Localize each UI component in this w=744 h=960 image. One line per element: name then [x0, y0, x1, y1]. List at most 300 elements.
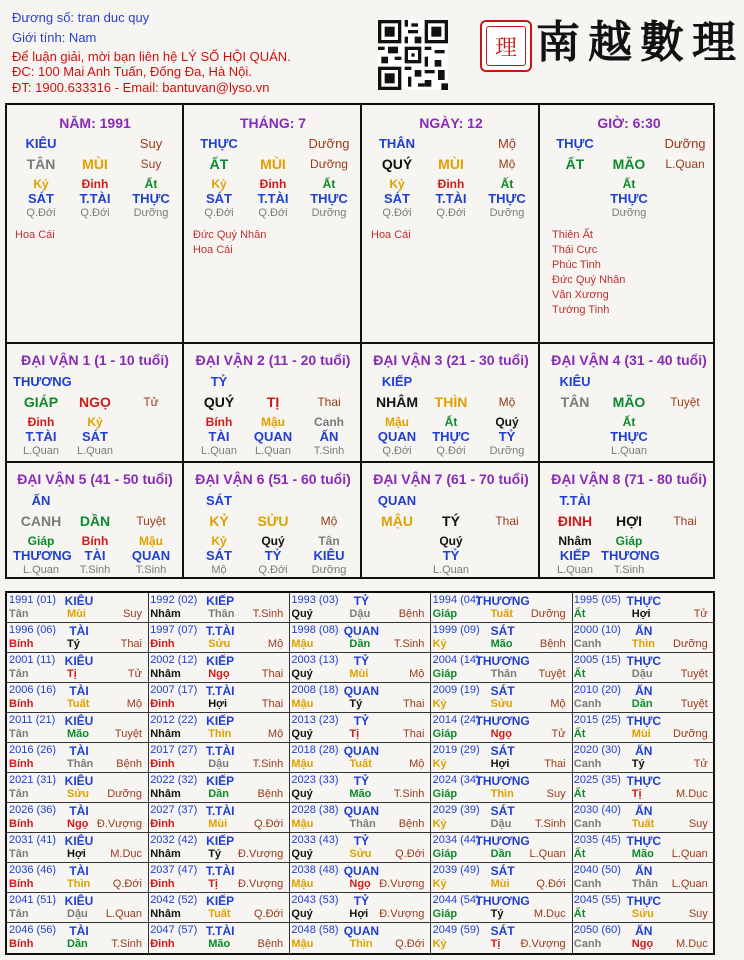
year-status: Tuyệt	[114, 728, 142, 740]
hidden-god: THỰC	[432, 429, 470, 444]
year-can: Mậu	[291, 638, 314, 650]
dai-van-2	[185, 344, 361, 460]
year-cell	[148, 653, 290, 683]
year-god: KIẾP	[206, 894, 235, 908]
year-chi: Hợi	[67, 848, 86, 860]
year-status: Bệnh	[398, 818, 425, 830]
year-chi: Dậu	[490, 818, 512, 830]
hidden-god: T.TÀI	[25, 429, 57, 444]
dai-van-can: KỶ	[209, 513, 229, 529]
year-label: 2003 (13)	[291, 654, 339, 666]
year-label: 2013 (23)	[291, 714, 339, 726]
dai-van-can: GIÁP	[23, 394, 59, 410]
year-cell	[431, 743, 573, 773]
year-chi: Tuất	[490, 608, 513, 620]
year-cell	[289, 713, 431, 743]
hidden-stem: Ất	[322, 177, 336, 191]
year-cell	[431, 893, 573, 923]
year-can: Kỷ	[432, 698, 447, 710]
year-label: 2047 (57)	[150, 924, 198, 936]
year-can: Ất	[573, 668, 586, 680]
year-status: Mộ	[267, 728, 284, 740]
year-label: 2035 (45)	[573, 834, 621, 846]
hidden-status: L.Quan	[432, 564, 470, 576]
year-label: 2046 (56)	[9, 924, 57, 936]
year-can: Ất	[573, 788, 586, 800]
year-can: Mậu	[291, 698, 314, 710]
year-can: Giáp	[432, 608, 458, 620]
red-seal-stamp: 理	[480, 20, 532, 72]
year-label: 2009 (19)	[432, 684, 480, 696]
year-cell	[572, 653, 714, 683]
year-god: QUAN	[343, 924, 380, 938]
year-can: Ất	[573, 728, 586, 740]
year-label: 2012 (22)	[150, 714, 198, 726]
year-god: QUAN	[343, 624, 380, 638]
year-status: L.Quan	[671, 848, 708, 860]
dai-van-god: SÁT	[206, 493, 232, 508]
hidden-god: T.TÀI	[79, 191, 111, 206]
pillar-god-status: Dưỡng	[664, 136, 706, 151]
year-god: SÁT	[490, 624, 515, 638]
hidden-stem: Mậu	[385, 415, 409, 429]
qr-code-icon	[378, 20, 448, 90]
hidden-stem: Ất	[622, 177, 636, 191]
year-god: ẤN	[635, 684, 653, 698]
year-status: Bệnh	[257, 788, 284, 800]
dai-van-title: ĐẠI VẬN 4 (31 - 40 tuổi)	[551, 352, 707, 368]
brand-logo: 南越數理	[536, 17, 744, 68]
year-status: Thai	[120, 638, 142, 650]
year-label: 2018 (28)	[291, 744, 339, 756]
year-chi: Sửu	[490, 698, 513, 710]
year-label: 2037 (47)	[150, 864, 198, 876]
year-status: Bệnh	[539, 638, 566, 650]
year-can: Kỷ	[432, 878, 447, 890]
year-status: Q.Đới	[253, 818, 284, 830]
year-god: THỰC	[626, 834, 662, 848]
year-label: 2022 (32)	[150, 774, 198, 786]
year-chi: Dần	[631, 698, 653, 710]
year-god: QUAN	[343, 804, 380, 818]
hidden-status: Dưỡng	[311, 207, 347, 219]
header	[0, 0, 744, 100]
year-god: TỶ	[353, 714, 370, 728]
hidden-stem: Đinh	[81, 177, 109, 191]
year-status: Q.Đới	[253, 908, 284, 920]
pillar-god-status: Suy	[139, 136, 163, 151]
hidden-stem: Ất	[144, 177, 158, 191]
year-label: 2049 (59)	[432, 924, 480, 936]
year-label: 2001 (11)	[9, 654, 56, 666]
year-god: SÁT	[490, 744, 515, 758]
hidden-status: Q.Đới	[204, 207, 234, 219]
dai-van-chi: THÌN	[434, 394, 468, 410]
year-can: Mậu	[291, 938, 314, 950]
year-chi: Sửu	[631, 908, 654, 920]
year-cell	[7, 893, 149, 923]
year-god: ẤN	[635, 864, 653, 878]
year-chi: Tý	[631, 758, 645, 770]
year-can: Canh	[573, 638, 602, 650]
hidden-status: Q.Đới	[382, 445, 412, 457]
year-chi: Mùi	[631, 728, 651, 740]
year-label: 2036 (46)	[9, 864, 57, 876]
year-status: Q.Đới	[536, 878, 566, 890]
year-label: 2006 (16)	[9, 684, 57, 696]
hidden-god: T.TÀI	[435, 191, 467, 206]
year-label: 1998 (08)	[291, 624, 339, 636]
year-chi: Thân	[631, 878, 659, 890]
pillar-can-status: Dưỡng	[310, 157, 348, 171]
year-god: TÀI	[69, 684, 89, 698]
year-god: T.TÀI	[205, 924, 235, 938]
hidden-status: L.Quan	[200, 445, 238, 457]
year-label: 2024 (34)	[432, 774, 480, 786]
dai-van-can: ĐINH	[557, 513, 593, 529]
year-label: 2011 (21)	[9, 714, 56, 726]
hidden-status: L.Quan	[22, 564, 60, 576]
year-label: 2025 (35)	[573, 774, 621, 786]
dai-van-title: ĐẠI VẬN 8 (71 - 80 tuổi)	[551, 471, 707, 487]
year-chi: Tuất	[349, 758, 372, 770]
year-status: Tuyệt	[680, 698, 708, 710]
year-label: 2042 (52)	[150, 894, 198, 906]
year-god: KIÊU	[64, 774, 94, 788]
year-cell	[572, 713, 714, 743]
hidden-status: Dưỡng	[611, 207, 647, 219]
hidden-stem: Quý	[495, 415, 519, 429]
pillar-title: NGÀY: 12	[419, 115, 483, 131]
phone-email: ĐT: 1900.633316 - Email: bantuvan@lyso.vn	[12, 80, 270, 95]
year-status: Tử	[693, 758, 708, 770]
year-god: SÁT	[490, 924, 515, 938]
hidden-god: THƯƠNG	[13, 548, 72, 563]
year-cell	[431, 713, 573, 743]
dai-van-title: ĐẠI VẬN 6 (51 - 60 tuổi)	[195, 471, 351, 487]
year-luck-grid	[5, 591, 715, 955]
year-can: Canh	[573, 698, 602, 710]
pillar-god-status: Mộ	[497, 136, 517, 151]
dai-van-4	[541, 344, 717, 460]
hidden-status: Q.Đới	[26, 207, 56, 219]
hidden-status: Dưỡng	[311, 564, 347, 576]
year-cell	[7, 773, 149, 803]
year-god: QUAN	[343, 744, 380, 758]
dai-van-god: T.TÀI	[559, 493, 591, 508]
year-can: Bính	[9, 938, 34, 950]
star-note: Đức Quý Nhân	[193, 229, 267, 241]
hidden-status: Mộ	[211, 564, 227, 576]
year-can: Quý	[291, 848, 313, 860]
hidden-stem: Quý	[261, 534, 285, 548]
hidden-stem: Canh	[314, 415, 344, 429]
star-note: Hoa Cái	[15, 229, 55, 241]
year-god: THỰC	[626, 774, 662, 788]
year-cell	[572, 923, 714, 953]
hidden-status: Q.Đới	[436, 445, 466, 457]
year-status: T.Sinh	[393, 638, 425, 650]
year-cell	[572, 833, 714, 863]
dai-van-chi: TỊ	[266, 394, 280, 410]
year-label: 2020 (30)	[573, 744, 621, 756]
year-label: 1994 (04)	[432, 594, 480, 606]
year-status: Q.Đới	[112, 878, 142, 890]
year-can: Giáp	[432, 728, 458, 740]
year-god: TÀI	[69, 624, 89, 638]
year-label: 1997 (07)	[150, 624, 198, 636]
year-chi: Mùi	[67, 608, 86, 620]
year-label: 2023 (33)	[291, 774, 339, 786]
dai-van-chi: NGỌ	[79, 394, 111, 410]
year-can: Đinh	[150, 878, 175, 890]
year-chi: Dần	[490, 848, 512, 860]
year-chi: Dậu	[349, 608, 371, 620]
year-can: Quý	[291, 668, 313, 680]
hidden-stem: Đinh	[437, 177, 465, 191]
year-god: T.TÀI	[205, 624, 235, 638]
year-label: 2041 (51)	[9, 894, 57, 906]
year-cell	[7, 923, 149, 953]
year-cell	[289, 653, 431, 683]
hidden-status: Q.Đới	[436, 207, 466, 219]
year-label: 2033 (43)	[291, 834, 339, 846]
year-status: Bệnh	[257, 938, 284, 950]
year-cell	[289, 923, 431, 953]
year-label: 2028 (38)	[291, 804, 339, 816]
year-can: Nhâm	[150, 848, 181, 860]
year-can: Ất	[573, 848, 586, 860]
year-status: Thai	[402, 728, 425, 740]
pillar-chi: MÙI	[438, 156, 464, 172]
year-cell	[7, 803, 149, 833]
pillar-chi: MÃO	[612, 156, 646, 172]
pillar-title: GIỜ: 6:30	[597, 115, 661, 131]
pillar-2	[185, 105, 361, 339]
hidden-god: THỰC	[610, 191, 648, 206]
year-cell	[289, 743, 431, 773]
year-status: M.Dục	[533, 908, 566, 920]
year-can: Kỷ	[432, 818, 447, 830]
year-cell	[572, 863, 714, 893]
year-chi: Sửu	[67, 788, 90, 800]
year-cell	[148, 893, 290, 923]
star-note: Phúc Tinh	[552, 259, 601, 271]
year-god: KIẾP	[206, 654, 235, 668]
hidden-status: L.Quan	[610, 445, 648, 457]
pillar-can-status: Mộ	[498, 157, 516, 171]
year-god: KIÊU	[64, 894, 94, 908]
hidden-god: ẤN	[319, 429, 339, 444]
year-status: Mộ	[409, 668, 425, 680]
year-status: T.Sinh	[252, 758, 284, 770]
year-cell	[148, 743, 290, 773]
dai-van-chi: DẦN	[79, 513, 111, 529]
year-can: Đinh	[150, 818, 175, 830]
pillar-god: THỰC	[200, 136, 238, 151]
hidden-stem: Bính	[81, 534, 109, 548]
year-chi: Tý	[67, 638, 80, 650]
star-note: Đức Quý Nhân	[552, 274, 626, 286]
year-chi: Dần	[208, 788, 229, 800]
year-status: L.Quan	[105, 908, 142, 920]
year-god: THỰC	[626, 714, 662, 728]
year-can: Tân	[9, 668, 29, 680]
dai-van-can: MẬU	[381, 513, 413, 529]
year-chi: Mão	[208, 938, 231, 950]
year-status: Suy	[688, 818, 708, 830]
year-status: Mộ	[409, 758, 425, 770]
year-status: Dưỡng	[530, 608, 566, 620]
dai-van-god: KIÊU	[559, 374, 591, 389]
year-can: Quý	[291, 788, 313, 800]
year-can: Ất	[573, 908, 586, 920]
year-cell	[431, 593, 573, 623]
year-god: QUAN	[343, 684, 380, 698]
year-cell	[572, 683, 714, 713]
hidden-god: THỰC	[610, 429, 648, 444]
dai-van-3	[363, 344, 539, 460]
year-label: 2004 (14)	[432, 654, 480, 666]
year-chi: Dậu	[208, 758, 229, 770]
hidden-god: TÀI	[84, 548, 106, 563]
year-chi: Sửu	[208, 638, 231, 650]
year-god: TỶ	[353, 594, 370, 608]
year-god: TỶ	[353, 654, 370, 668]
year-status: Q.Đới	[395, 938, 425, 950]
year-chi: Thìn	[349, 938, 373, 950]
year-status: Suy	[688, 908, 708, 920]
year-chi: Mùi	[490, 878, 510, 890]
year-status: Dưỡng	[673, 728, 708, 740]
year-label: 2007 (17)	[150, 684, 198, 696]
year-god: TÀI	[69, 864, 89, 878]
year-label: 2021 (31)	[9, 774, 57, 786]
year-can: Bính	[9, 758, 34, 770]
year-chi: Hợi	[208, 698, 228, 710]
dai-van-title: ĐẠI VẬN 1 (1 - 10 tuổi)	[21, 352, 169, 368]
year-status: Mộ	[550, 698, 566, 710]
hidden-status: L.Quan	[76, 445, 114, 457]
year-god: TÀI	[69, 804, 89, 818]
hidden-status: Q.Đới	[258, 207, 288, 219]
year-label: 2043 (53)	[291, 894, 339, 906]
year-can: Kỷ	[432, 758, 447, 770]
year-label: 2048 (58)	[291, 924, 339, 936]
year-can: Canh	[573, 878, 602, 890]
dai-van-chi: SỬU	[257, 513, 289, 529]
hidden-stem: Kỷ	[87, 415, 103, 429]
year-status: Suy	[123, 608, 142, 620]
year-cell	[7, 863, 149, 893]
year-god: SÁT	[490, 804, 515, 818]
pillar-can: ẤT	[209, 156, 229, 172]
hidden-god: QUAN	[377, 429, 417, 444]
year-chi: Tị	[208, 878, 218, 890]
year-status: Q.Đới	[395, 848, 425, 860]
year-label: 2005 (15)	[573, 654, 621, 666]
year-can: Bính	[9, 638, 34, 650]
year-chi: Thân	[67, 758, 94, 770]
dai-van-title: ĐẠI VẬN 3 (21 - 30 tuổi)	[373, 352, 529, 368]
year-can: Kỷ	[432, 638, 447, 650]
year-status: Dưỡng	[673, 638, 708, 650]
pillar-1	[7, 105, 183, 339]
year-god: ẤN	[635, 924, 653, 938]
year-cell	[431, 683, 573, 713]
year-label: 1995 (05)	[573, 594, 621, 606]
year-can: Nhâm	[150, 728, 181, 740]
year-can: Tân	[9, 728, 29, 740]
year-chi: Thân	[208, 608, 235, 620]
hidden-stem: Tân	[318, 534, 340, 548]
year-label: 2029 (39)	[432, 804, 480, 816]
year-status: Tử	[127, 668, 142, 680]
star-note: Hoa Cái	[371, 229, 411, 241]
year-can: Tân	[9, 908, 29, 920]
year-can: Nhâm	[150, 608, 181, 620]
year-chi: Dậu	[631, 668, 653, 680]
hidden-stem: Giáp	[615, 534, 643, 548]
dai-van-chi: HỢI	[616, 513, 642, 529]
year-status: T.Sinh	[111, 938, 142, 950]
year-can: Mậu	[291, 758, 314, 770]
hidden-status: L.Quan	[254, 445, 292, 457]
year-chi: Dần	[349, 638, 371, 650]
year-cell	[7, 653, 149, 683]
year-cell	[148, 773, 290, 803]
dai-van-can: NHÂM	[376, 394, 418, 410]
year-chi: Dần	[67, 938, 88, 950]
year-status: Tuyệt	[680, 668, 708, 680]
year-god: KIẾP	[206, 594, 235, 608]
hidden-god: SÁT	[82, 429, 108, 444]
dai-van-god: ẤN	[31, 493, 51, 508]
year-god: T.TÀI	[205, 864, 235, 878]
year-cell	[148, 923, 290, 953]
dai-van-6	[185, 463, 361, 579]
year-god: THƯƠNG	[475, 774, 530, 788]
year-cell	[148, 803, 290, 833]
year-can: Quý	[291, 608, 313, 620]
year-god: THƯƠNG	[475, 834, 530, 848]
year-label: 2019 (29)	[432, 744, 480, 756]
year-can: Đinh	[150, 938, 175, 950]
year-cell	[7, 683, 149, 713]
year-god: THƯƠNG	[475, 594, 530, 608]
star-note: Tướng Tinh	[552, 304, 610, 316]
year-god: TỶ	[353, 774, 370, 788]
address: ĐC: 100 Mai Anh Tuấn, Đống Đa, Hà Nội.	[12, 64, 252, 79]
year-chi: Mão	[349, 788, 372, 800]
gender: Giới tính: Nam	[12, 30, 97, 45]
year-chi: Ngọ	[67, 818, 89, 830]
pillar-4	[541, 105, 717, 339]
star-note: Hoa Cái	[193, 244, 233, 256]
hidden-god: T.TÀI	[257, 191, 289, 206]
year-label: 1992 (02)	[150, 594, 198, 606]
hidden-stem: Đinh	[27, 415, 55, 429]
year-chi: Tý	[349, 698, 363, 710]
year-god: TÀI	[69, 924, 89, 938]
year-chi: Hợi	[349, 908, 369, 920]
hidden-status: T.Sinh	[613, 564, 645, 576]
year-label: 2050 (60)	[573, 924, 621, 936]
year-chi: Thìn	[208, 728, 232, 740]
year-cell	[289, 623, 431, 653]
year-god: TỶ	[353, 834, 370, 848]
dai-van-status: Tử	[143, 395, 159, 409]
